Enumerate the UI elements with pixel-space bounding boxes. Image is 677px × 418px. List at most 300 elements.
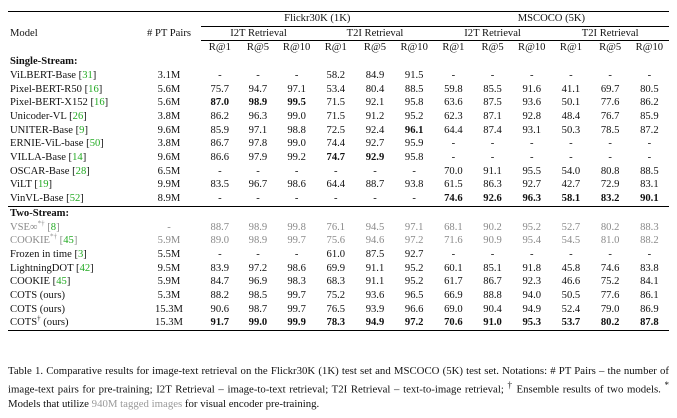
- table-row: [8, 69, 669, 83]
- metric-cell: 98.9: [248, 97, 268, 109]
- metric-cell: -: [569, 152, 573, 164]
- metric-cell: 91.1: [483, 165, 502, 177]
- citation-link[interactable]: 8: [50, 221, 57, 233]
- section-header-row: [8, 206, 669, 220]
- table-row: [8, 151, 669, 165]
- metric-header: R@5: [481, 42, 504, 54]
- metric-cell: 87.5: [483, 97, 502, 109]
- metric-cell: 74.6: [600, 262, 620, 274]
- metric-cell: 52.7: [561, 221, 581, 233]
- metric-cell: 90.9: [483, 235, 502, 247]
- metric-cell: -: [490, 248, 495, 260]
- metric-cell: 95.2: [522, 221, 542, 233]
- metric-cell: 45.8: [561, 262, 581, 274]
- metric-cell: 81.0: [600, 235, 620, 247]
- metric-cell: -: [451, 69, 456, 81]
- model-name: Pixel-BERT-R50: [10, 83, 82, 95]
- metric-cell: 46.6: [561, 276, 581, 288]
- metric-header: R@5: [599, 42, 622, 54]
- metric-cell: 95.3: [512, 316, 551, 330]
- metric-cell: 96.3: [248, 110, 268, 122]
- citation-link[interactable]: 42: [79, 262, 91, 274]
- metric-cell: -: [334, 193, 338, 205]
- metric-cell: 87.8: [630, 316, 669, 330]
- metric-cell: 99.7: [287, 303, 306, 315]
- model-name-cell: VinVL-Base [52]: [10, 193, 84, 205]
- metric-cell: 76.7: [600, 110, 620, 122]
- metric-cell: 53.4: [326, 83, 346, 95]
- citation-link[interactable]: 14: [72, 152, 83, 164]
- table-row: [8, 262, 669, 276]
- metric-cell: -: [569, 248, 573, 260]
- metric-cell: 91.1: [365, 276, 385, 288]
- metric-cell: 42.7: [561, 179, 581, 191]
- metric-cell: 95.2: [404, 276, 424, 288]
- table-row: [8, 316, 669, 330]
- metric-cell: 92.8: [522, 110, 542, 122]
- citation-link[interactable]: 45: [56, 276, 67, 288]
- pt-pairs-cell: 5.9M: [157, 235, 181, 247]
- metric-cell: 84.1: [640, 276, 659, 288]
- flickr-t2i-header: T2I Retrieval: [316, 26, 434, 41]
- metric-cell: 83.1: [640, 179, 659, 191]
- metric-cell: -: [334, 165, 338, 177]
- metric-cell: 58.1: [561, 193, 581, 205]
- table-row: [8, 83, 669, 97]
- citation-link[interactable]: 31: [82, 69, 93, 81]
- metric-cell: 58.2: [326, 69, 346, 81]
- metric-cell: -: [529, 152, 534, 164]
- metric-cell: -: [218, 193, 222, 205]
- model-name: VILLA-Base: [10, 152, 66, 164]
- model-superscript: *†: [37, 219, 45, 228]
- metric-cell: 95.8: [404, 152, 424, 164]
- pt-pairs-cell: 5.3M: [157, 290, 181, 302]
- pt-pairs-cell: 3.8M: [157, 110, 181, 122]
- metric-cell: 48.4: [561, 110, 581, 122]
- citation-link[interactable]: 50: [89, 138, 101, 150]
- metric-header: R@1: [559, 42, 582, 54]
- metric-cell: 92.4: [365, 124, 385, 136]
- metric-cell: 96.6: [404, 303, 424, 315]
- metric-cell: -: [373, 193, 377, 205]
- metric-cell: 91.0: [473, 316, 512, 330]
- metric-cell: 88.8: [483, 290, 502, 302]
- metric-cell: 74.4: [326, 138, 346, 150]
- metric-header: R@10: [635, 42, 664, 54]
- metric-cell: -: [490, 138, 495, 150]
- flickr-header: Flickr30K (1K): [201, 12, 434, 27]
- pt-pairs-cell: 9.9M: [157, 179, 181, 191]
- pt-pairs-cell: 3.1M: [157, 69, 181, 81]
- metric-cell: 91.2: [365, 110, 385, 122]
- metric-cell: 94.5: [365, 221, 385, 233]
- results-table: [8, 11, 669, 331]
- metric-cell: -: [490, 69, 495, 81]
- section-header-row: [8, 55, 669, 69]
- pt-pairs-cell: 5.9M: [157, 276, 181, 288]
- model-name-cell: Pixel-BERT-R50 [16]: [10, 83, 103, 95]
- model-name-cell: COOKIE*† [45]: [10, 232, 78, 247]
- metric-cell: -: [256, 165, 260, 177]
- model-name: COTS (ours): [10, 290, 66, 302]
- metric-cell: 93.6: [522, 97, 542, 109]
- model-name-cell: VILLA-Base [14]: [10, 152, 87, 164]
- citation-link[interactable]: 16: [94, 97, 105, 109]
- header-row-datasets: [8, 12, 669, 27]
- citation-link[interactable]: 9: [79, 124, 85, 136]
- metric-header: R@1: [208, 42, 231, 54]
- metric-cell: -: [490, 152, 495, 164]
- metric-cell: 84.7: [210, 276, 230, 288]
- metric-cell: 61.0: [326, 248, 346, 260]
- pt-pairs-cell: 9.6M: [157, 124, 181, 136]
- metric-cell: 98.5: [248, 290, 268, 302]
- metric-cell: 94.9: [522, 303, 542, 315]
- metric-cell: 98.3: [287, 276, 306, 288]
- metric-cell: 77.6: [600, 97, 620, 109]
- metric-cell: 86.6: [210, 152, 230, 164]
- model-name-cell: [8, 289, 137, 303]
- metric-cell: 89.0: [210, 235, 230, 247]
- metric-cell: 98.6: [287, 179, 306, 191]
- citation-link[interactable]: 3: [77, 248, 84, 260]
- table-row: [8, 124, 669, 138]
- table-row: [8, 248, 669, 262]
- metric-cell: 99.7: [287, 235, 306, 247]
- pt-pairs-cell: 8.9M: [157, 193, 181, 205]
- metric-cell: -: [529, 248, 534, 260]
- metric-cell: -: [647, 152, 652, 164]
- metric-header: R@5: [246, 42, 270, 54]
- metric-cell: 87.2: [640, 124, 659, 136]
- metric-cell: -: [294, 165, 299, 177]
- metric-cell: 98.6: [287, 262, 306, 274]
- model-name: OSCAR-Base: [10, 165, 70, 177]
- metric-cell: 83.2: [600, 193, 620, 205]
- metric-cell: 85.9: [640, 110, 659, 122]
- metric-cell: 84.9: [365, 69, 385, 81]
- model-name-cell: [8, 303, 137, 317]
- caption-dagger: †: [507, 380, 513, 391]
- metric-cell: 98.9: [248, 221, 268, 233]
- metric-cell: 80.2: [591, 316, 630, 330]
- metric-cell: 92.3: [522, 276, 542, 288]
- metric-header: R@10: [282, 42, 311, 54]
- metric-cell: 75.6: [326, 235, 346, 247]
- metric-cell: 91.7: [201, 316, 239, 330]
- metric-cell: 71.6: [444, 235, 463, 247]
- metric-cell: 85.5: [483, 83, 502, 95]
- metric-cell: 79.0: [600, 303, 620, 315]
- metric-cell: 64.4: [444, 124, 463, 136]
- metric-cell: -: [451, 138, 456, 150]
- model-name: VSE∞: [10, 221, 38, 233]
- metric-cell: 62.3: [444, 110, 463, 122]
- metric-cell: 61.5: [444, 179, 463, 191]
- model-name-cell: UNITER-Base [9]: [10, 124, 88, 136]
- table-row: [8, 192, 669, 206]
- metric-cell: 80.8: [600, 165, 620, 177]
- model-name-cell: VSE∞*† [8]: [10, 219, 60, 233]
- metric-cell: -: [608, 152, 612, 164]
- metric-cell: 86.2: [210, 110, 230, 122]
- metric-cell: 98.8: [287, 124, 306, 136]
- metric-cell: 87.5: [365, 248, 385, 260]
- metric-cell: 61.7: [444, 276, 463, 288]
- metric-cell: 91.1: [365, 262, 385, 274]
- metric-cell: 85.1: [483, 262, 502, 274]
- metric-cell: 76.5: [326, 303, 346, 315]
- model-name: COOKIE: [10, 276, 51, 288]
- metric-cell: 92.7: [522, 179, 542, 191]
- metric-cell: 92.7: [404, 248, 424, 260]
- metric-cell: 86.2: [640, 97, 659, 109]
- metric-cell: -: [647, 248, 652, 260]
- metric-cell: 97.2: [404, 235, 424, 247]
- metric-cell: 92.9: [365, 152, 385, 164]
- caption-text-1: Table 1. Comparative results for image-text retrieval on the Flickr30K (1K) test set and MSCOCO (5K) test set. Notations: # PT Pairs – the number of image-text pairs for pre-training; I2T Retrieval – image-to-text retrieval; T2I Retrieval – text-to-image retrieval;: [8, 365, 669, 396]
- model-name: ERNIE-ViL-base: [10, 138, 84, 150]
- metric-cell: 59.8: [444, 83, 463, 95]
- metric-cell: 75.2: [326, 290, 346, 302]
- metric-cell: -: [294, 193, 299, 205]
- table-row: [8, 221, 669, 235]
- model-name-cell: Unicoder-VL [26]: [10, 110, 87, 122]
- section-title: Two-Stream:: [8, 206, 669, 220]
- metric-cell: 88.7: [365, 179, 385, 191]
- pt-pairs-cell: 9.6M: [157, 152, 181, 164]
- metric-cell: 98.9: [248, 235, 268, 247]
- metric-cell: 64.4: [326, 179, 346, 191]
- model-name-cell: Pixel-BERT-X152 [16]: [10, 97, 109, 109]
- metric-cell: 97.1: [248, 124, 268, 136]
- metric-cell: 90.2: [483, 221, 502, 233]
- metric-cell: 63.6: [444, 97, 463, 109]
- metric-cell: 95.5: [522, 165, 542, 177]
- table-row: [8, 303, 669, 317]
- metric-cell: 97.2: [395, 316, 434, 330]
- metric-cell: -: [256, 69, 260, 81]
- metric-cell: 78.5: [600, 124, 620, 136]
- caption-star: *: [664, 380, 669, 391]
- model-suffix: (ours): [40, 317, 69, 329]
- metric-cell: 92.7: [365, 138, 385, 150]
- model-name: LightningDOT: [10, 262, 74, 274]
- metric-cell: 97.1: [287, 83, 306, 95]
- metric-cell: -: [608, 69, 612, 81]
- model-name: COTS: [10, 317, 38, 329]
- metric-cell: 90.4: [483, 303, 502, 315]
- metric-cell: 50.1: [561, 97, 581, 109]
- metric-cell: -: [218, 165, 222, 177]
- pt-pairs-cell: 6.5M: [157, 165, 181, 177]
- metric-cell: 91.5: [404, 69, 424, 81]
- metric-cell: -: [451, 152, 456, 164]
- citation-link[interactable]: 45: [63, 235, 74, 247]
- metric-cell: -: [608, 138, 612, 150]
- metric-cell: 41.1: [561, 83, 581, 95]
- model-name: Unicoder-VL: [10, 110, 67, 122]
- flickr-i2t-header: I2T Retrieval: [201, 26, 316, 41]
- metric-cell: 97.8: [248, 138, 268, 150]
- mscoco-header: MSCOCO (5K): [434, 12, 669, 27]
- table-row: [8, 234, 669, 248]
- model-name: COOKIE: [10, 235, 51, 247]
- metric-cell: 93.9: [365, 303, 385, 315]
- pt-pairs-cell: 9.5M: [157, 262, 181, 274]
- citation-link[interactable]: 19: [37, 179, 49, 191]
- metric-cell: 99.8: [287, 221, 306, 233]
- model-name-cell: ViLBERT-Base [31]: [10, 69, 97, 81]
- metric-cell: 91.6: [522, 83, 542, 95]
- metric-cell: -: [529, 69, 534, 81]
- model-name: VinVL-Base: [10, 193, 64, 205]
- metric-cell: -: [373, 165, 377, 177]
- metric-cell: 99.0: [239, 316, 277, 330]
- table-row: [8, 165, 669, 179]
- metric-cell: 86.1: [640, 290, 659, 302]
- metric-cell: -: [294, 69, 299, 81]
- metric-header: R@10: [400, 42, 428, 54]
- metric-cell: 99.0: [287, 138, 306, 150]
- metric-cell: -: [256, 193, 260, 205]
- metric-cell: 83.9: [210, 262, 230, 274]
- metric-cell: 80.4: [365, 83, 385, 95]
- metric-cell: -: [608, 248, 612, 260]
- metric-cell: 69.0: [444, 303, 463, 315]
- table-caption: [8, 364, 669, 411]
- metric-cell: 53.7: [551, 316, 590, 330]
- metric-cell: 88.2: [640, 235, 659, 247]
- metric-cell: 90.6: [210, 303, 230, 315]
- metric-cell: 90.1: [640, 193, 659, 205]
- citation-link[interactable]: 28: [75, 165, 87, 177]
- metric-cell: 86.7: [483, 276, 502, 288]
- metric-cell: 80.2: [600, 221, 620, 233]
- pt-pairs-cell: 5.5M: [157, 248, 181, 260]
- metric-cell: 68.3: [326, 276, 346, 288]
- metric-cell: 75.2: [600, 276, 620, 288]
- metric-cell: 86.7: [210, 138, 230, 150]
- model-superscript: *†: [50, 232, 58, 241]
- metric-cell: 93.1: [522, 124, 542, 136]
- metric-cell: 92.6: [483, 193, 502, 205]
- metric-cell: 99.2: [287, 152, 306, 164]
- metric-cell: 94.7: [248, 83, 268, 95]
- table-row: [8, 178, 669, 192]
- metric-cell: 88.7: [210, 221, 230, 233]
- model-name-cell: ViLT [19]: [10, 179, 53, 191]
- metric-cell: 78.3: [316, 316, 355, 330]
- metric-header: R@1: [442, 42, 465, 54]
- citation-link[interactable]: 26: [72, 110, 84, 122]
- metric-header: R@10: [518, 42, 546, 54]
- metric-cell: 96.3: [522, 193, 542, 205]
- table-row: [8, 289, 669, 303]
- pt-pairs-cell: 5.6M: [157, 83, 181, 95]
- metric-cell: 95.9: [404, 138, 424, 150]
- metric-cell: 54.0: [561, 165, 581, 177]
- metric-cell: 94.6: [365, 235, 385, 247]
- metric-cell: 99.7: [287, 290, 306, 302]
- model-superscript: †: [37, 314, 41, 323]
- metric-cell: -: [218, 248, 222, 260]
- metric-cell: -: [412, 193, 416, 205]
- model-name: UNITER-Base: [10, 124, 73, 136]
- caption-text-3: Models that utilize: [8, 398, 92, 410]
- metric-cell: 66.9: [444, 290, 463, 302]
- metric-cell: 52.4: [561, 303, 581, 315]
- metric-cell: 95.8: [404, 97, 424, 109]
- table-row: [8, 96, 669, 110]
- metric-cell: 74.7: [326, 152, 346, 164]
- metric-cell: 72.9: [600, 179, 620, 191]
- metric-cell: 70.6: [434, 316, 473, 330]
- metric-cell: 70.0: [444, 165, 463, 177]
- model-name-cell: COOKIE [45]: [10, 276, 71, 288]
- metric-cell: 99.5: [287, 97, 306, 109]
- metric-cell: -: [451, 248, 456, 260]
- citation-link[interactable]: 16: [88, 83, 99, 95]
- metric-cell: 88.5: [640, 165, 659, 177]
- section-title: Single-Stream:: [10, 56, 78, 68]
- metric-cell: -: [569, 69, 573, 81]
- metric-header: R@5: [363, 42, 387, 54]
- metric-cell: 97.9: [248, 152, 268, 164]
- metric-cell: 68.1: [444, 221, 463, 233]
- metric-cell: 91.8: [522, 262, 542, 274]
- metric-cell: 92.1: [365, 97, 385, 109]
- pt-pairs-cell: 15.3M: [155, 303, 183, 315]
- metric-cell: 76.1: [326, 221, 346, 233]
- metric-cell: 80.5: [640, 83, 659, 95]
- metric-header: R@1: [324, 42, 347, 54]
- model-name: Frozen in time: [10, 248, 72, 260]
- metric-cell: 50.5: [561, 290, 581, 302]
- model-name-cell: ERNIE-ViL-base [50]: [10, 138, 104, 150]
- model-name: ViLT: [10, 179, 32, 191]
- metric-cell: 93.8: [404, 179, 424, 191]
- citation-link[interactable]: 52: [69, 193, 81, 205]
- metric-cell: 96.7: [248, 179, 268, 191]
- metric-cell: 77.6: [600, 290, 620, 302]
- col-model-header: Model: [8, 12, 137, 56]
- caption-text-4: for visual encoder pre-training.: [182, 398, 320, 410]
- metric-cell: 86.3: [483, 179, 502, 191]
- metric-cell: 83.5: [210, 179, 230, 191]
- metric-cell: 50.3: [561, 124, 581, 136]
- metric-cell: 99.0: [287, 110, 306, 122]
- metric-cell: 69.7: [600, 83, 620, 95]
- metric-cell: 87.0: [210, 97, 230, 109]
- metric-cell: 88.2: [210, 290, 230, 302]
- model-name: ViLBERT-Base: [10, 69, 77, 81]
- metric-cell: 96.9: [248, 276, 268, 288]
- metric-cell: 87.1: [483, 110, 502, 122]
- metric-cell: 96.1: [404, 124, 424, 136]
- metric-cell: 95.4: [522, 235, 542, 247]
- pt-pairs-cell: 5.6M: [157, 97, 181, 109]
- metric-cell: 94.0: [522, 290, 542, 302]
- metric-cell: 74.6: [444, 193, 463, 205]
- model-name-cell: OSCAR-Base [28]: [10, 165, 90, 177]
- table-row: [8, 275, 669, 289]
- col-pt-pairs-header: # PT Pairs: [137, 12, 201, 56]
- metric-cell: 75.7: [210, 83, 230, 95]
- metric-cell: -: [412, 165, 416, 177]
- model-name-cell: LightningDOT [42]: [10, 262, 94, 274]
